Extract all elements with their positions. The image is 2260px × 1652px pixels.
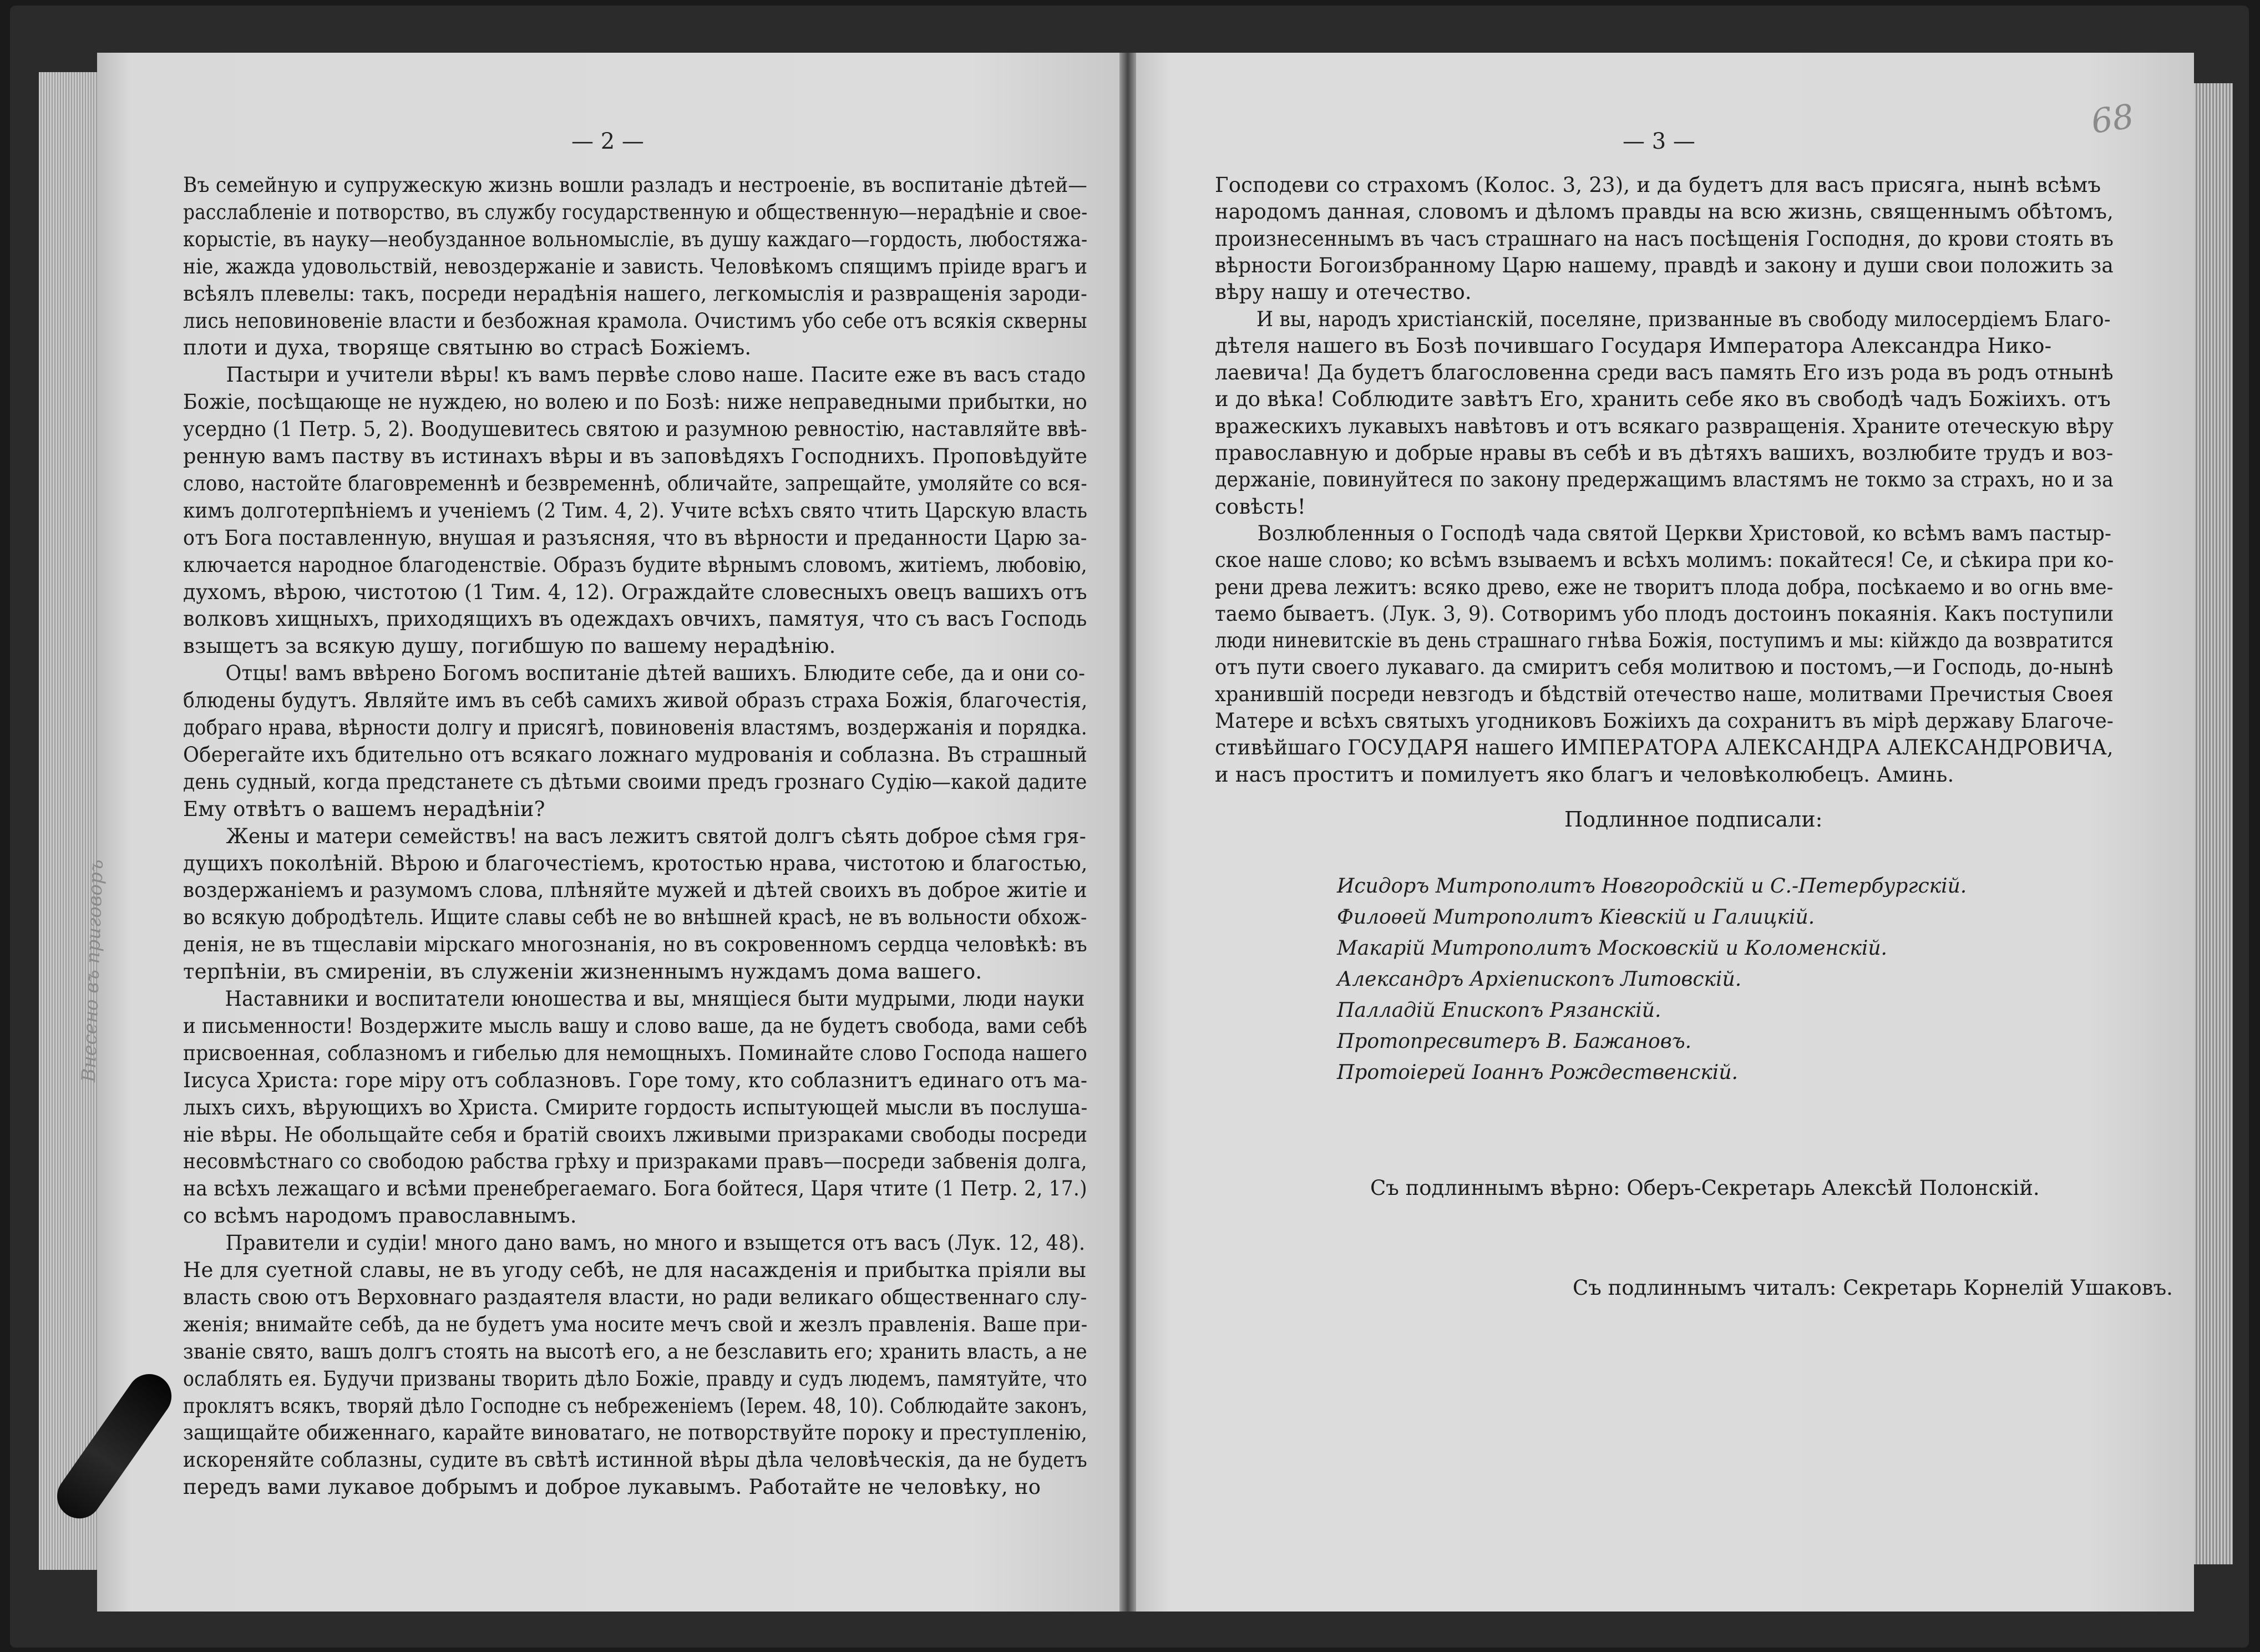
- left-page-line: блюдены будутъ. Являйте имъ въ себѣ самихъ живой образъ страха Божія, благочестія,: [183, 688, 1088, 713]
- left-page-line: усердно (1 Петр. 5, 2). Воодушевитесь святою и разумною ревностію, наставляйте ввѣ-: [183, 417, 1087, 442]
- left-page-line: передъ вами лукавое добрымъ и доброе лукавымъ. Работайте не человѣку, но: [183, 1475, 1041, 1499]
- left-page-line: ослаблять ея. Будучи призваны творить дѣло Божіе, правду и судъ людемъ, памятуйте, что: [183, 1366, 1087, 1391]
- left-page-line: кимъ долготерпѣніемъ и ученіемъ (2 Тим. 4, 2). Учите всѣхъ свято чтить Царскую власть: [183, 498, 1088, 523]
- right-page-line: И вы, народъ христіанскій, поселяне, призванные въ свободу милосердіемъ Благо-: [1256, 307, 2111, 331]
- signature-line: Протопресвитеръ В. Бажановъ.: [1337, 1030, 1692, 1053]
- left-page-line: Въ семейную и супружескую жизнь вошли разладъ и нестроеніе, въ воспитаніе дѣтей—: [183, 173, 1087, 197]
- left-page-line: Не для суетной славы, не въ угоду себѣ, не для насажденія и прибытка пріяли вы: [183, 1258, 1086, 1282]
- signature-line: Протоіерей Іоаннъ Рождественскій.: [1337, 1061, 1738, 1084]
- signature-line: Исидоръ Митрополитъ Новгородскій и С.-Петербургскій.: [1337, 875, 1967, 898]
- right-page-line: Возлюбленныя о Господѣ чада святой Церкви Христовой, ко всѣмъ вамъ пастыр-: [1257, 521, 2112, 545]
- margin-note: Внесено въ приговоръ: [78, 859, 108, 1083]
- left-page-line: слово, настойте благовременнѣ и безвременнѣ, обличайте, запрещайте, умоляйте со вся-: [183, 471, 1087, 495]
- left-page-line: взыщетъ за всякую душу, погибшую по вашему нерадѣнію.: [183, 634, 836, 658]
- left-page-line: корыстіе, въ науку—необузданное вольномысліе, въ душу каждаго—гордость, любостяжа-: [183, 227, 1088, 251]
- right-page-line: хранившій посреди невзгодъ и бѣдствій отечество наше, молитвами Пречистыя Своея: [1215, 682, 2114, 706]
- left-page-line: защищайте обиженнаго, карайте виноватаго, не потворствуйте пороку и преступленію,: [183, 1421, 1088, 1445]
- left-page-line: Іисуса Христа: горе міру отъ соблазновъ. Горе тому, кто соблазнитъ единаго отъ ма-: [183, 1068, 1088, 1092]
- left-page-line: ніе вѣры. Не обольщайте себя и братій своихъ лживыми призраками свободы посреди: [183, 1122, 1088, 1147]
- right-page-line: дѣтеля нашего въ Бозѣ почившаго Государя Императора Александра Нико-: [1215, 333, 2052, 358]
- left-page-edges: [39, 72, 97, 1570]
- left-page-line: со всѣмъ народомъ православнымъ.: [183, 1204, 577, 1228]
- right-page-line: вѣру нашу и отечество.: [1215, 280, 1472, 305]
- right-page-line: рени древа лежитъ: всяко древо, еже не творитъ плода добра, посѣкаемо и во огнь вме-: [1215, 575, 2114, 599]
- right-page-line: ское наше слово; ко всѣмъ взываемъ и всѣхъ молимъ: покайтеся! Се, и сѣкира при ко-: [1215, 548, 2114, 572]
- right-page-text: [1215, 172, 2114, 793]
- right-page-line: произнесеннымъ въ часъ страшнаго на насъ посѣщенія Господня, до крови стоять въ: [1215, 226, 2114, 251]
- certified-line: Съ подлиннымъ вѣрно: Оберъ-Секретарь Алексѣй Полонскій.: [1370, 1176, 2040, 1200]
- left-page-line: во всякую добродѣтель. Ищите славы себѣ не во внѣшней красѣ, не въ вольности обхож-: [183, 905, 1087, 930]
- left-page-line: Божіе, посѣщающе не нуждею, но волею и по Бозѣ: ниже неправедными прибытки, но: [183, 390, 1087, 414]
- right-page-line: отъ пути своего лукаваго. да смиритъ себя молитвою и постомъ,—и Господь, до-нынѣ: [1215, 655, 2114, 680]
- left-page-line: проклятъ всякъ, творяй дѣло Господне съ небреженіемъ (Іерем. 48, 10). Соблюдайте законъ,: [183, 1393, 1088, 1418]
- left-page-line: лись неповиновеніе власти и безбожная крамола. Очистимъ убо себе отъ всякія скверны: [183, 308, 1087, 333]
- right-page-line: народомъ данная, словомъ и дѣломъ правды на всю жизнь, священнымъ обѣтомъ,: [1215, 200, 2114, 224]
- signatures-heading: Подлинное подписали:: [1564, 807, 1823, 832]
- right-page-line: вѣрности Богоизбранному Царю нашему, правдѣ и закону и души свои положить за: [1215, 253, 2114, 277]
- right-page-line: и до вѣка! Соблюдите завѣтъ Его, хранить себе яко въ свободѣ чадъ Божіихъ. отъ: [1215, 387, 2111, 412]
- right-page-line: держаніе, повинуйтеся по закону предержащимъ властямъ не токмо за страхъ, но и за: [1215, 468, 2114, 492]
- left-page-line: Оберегайте ихъ бдительно отъ всякаго ложнаго мудрованія и соблазна. Въ страшный: [183, 742, 1087, 767]
- left-page-number: — 2 —: [571, 129, 644, 154]
- left-page-line: всѣялъ плевелы: такъ, посреди нерадѣнія нашего, легкомыслія и развращенія зароди-: [183, 281, 1088, 306]
- left-page-line: терпѣніи, въ смиреніи, въ служеніи жизненнымъ нуждамъ дома вашего.: [183, 960, 982, 984]
- signature-line: Филоѳей Митрополитъ Кіевскій и Галицкій.: [1337, 906, 1815, 929]
- book-gutter: [1119, 53, 1136, 1612]
- left-page-line: ніе, жажда удовольствій, невоздержаніе и зависть. Человѣкомъ спящимъ пріиде врагъ и: [183, 254, 1088, 278]
- left-page-line: ключается народное благоденствіе. Образъ будите вѣрнымъ словомъ, житіемъ, любовію,: [183, 553, 1087, 577]
- left-page-line: ренную вамъ паству въ истинахъ вѣры и въ заповѣдяхъ Господнихъ. Проповѣдуйте: [183, 444, 1088, 468]
- right-page-line: люди ниневитскіе въ день страшнаго гнѣва Божія, поступимъ и мы: кійждо да возвратится: [1215, 629, 2114, 653]
- left-page-line: присвоенная, соблазномъ и гибелью для немощныхъ. Поминайте слово Господа нашего: [183, 1041, 1088, 1065]
- left-page-line: воздержаніемъ и разумомъ слова, плѣняйте мужей и дѣтей своихъ въ доброе житіе и: [183, 878, 1087, 903]
- right-page-line: стивѣйшаго ГОСУДАРЯ нашего ИМПЕРАТОРА АЛЕКСАНДРА АЛЕКСАНДРОВИЧА,: [1215, 736, 2114, 760]
- left-page-line: отъ Бога поставленную, внушая и разъясняя, что въ вѣрности и преданности Царю за-: [183, 525, 1087, 550]
- signature-line: Александръ Архіепископъ Литовскій.: [1337, 968, 1742, 991]
- left-page-line: женія; внимайте себѣ, да не будетъ ума носите мечъ свой и жезлъ правленія. Ваше при-: [183, 1312, 1088, 1336]
- left-page-line: Наставники и воспитатели юношества и вы, мнящіеся быти мудрыми, люди науки: [225, 987, 1085, 1011]
- left-page-line: Пастыри и учители вѣры! къ вамъ первѣе слово наше. Пасите еже въ васъ стадо: [226, 363, 1086, 387]
- right-page-line: совѣсть!: [1215, 494, 1306, 519]
- left-page-line: духомъ, вѣрою, чистотою (1 Тим. 4, 12). Ограждайте словесныхъ овецъ вашихъ отъ: [183, 580, 1087, 604]
- right-page-line: таемо бываетъ. (Лук. 3, 9). Сотворимъ убо плодъ достоинъ покаянія. Какъ поступили: [1215, 601, 2114, 626]
- left-page-line: дущихъ поколѣній. Вѣрою и благочестіемъ, кротостью нрава, чистотою и благостью,: [183, 851, 1088, 875]
- left-page-line: день судный, когда предстанете съ дѣтьми своими предъ грознаго Судію—какой дадите: [183, 769, 1087, 794]
- left-page-line: искореняйте соблазны, судите въ свѣтѣ истинной вѣры дѣла человѣческія, да не будетъ: [183, 1448, 1087, 1472]
- left-page-line: Ему отвѣтъ о вашемъ нерадѣніи?: [183, 797, 545, 821]
- left-page-line: добраго нрава, вѣрности долгу и присягѣ, повиновенія властямъ, воздержанія и порядка.: [183, 716, 1087, 739]
- left-page-line: власть свою отъ Верховнаго раздаятеля власти, но ради великаго общественнаго слу-: [183, 1285, 1087, 1309]
- right-page-number: — 3 —: [1623, 129, 1695, 154]
- left-page-line: Отцы! вамъ ввѣрено Богомъ воспитаніе дѣтей вашихъ. Блюдите себе, да и они со-: [225, 661, 1086, 686]
- left-page-line: званіе свято, вашъ долгъ стоять на высотѣ его, а не безславить его; хранить власть, а не: [183, 1339, 1087, 1364]
- left-page-text: [183, 172, 1087, 1514]
- right-page-line: вражескихъ лукавыхъ навѣтовъ и отъ всякаго развращенія. Храните отеческую вѣру: [1215, 414, 2114, 438]
- right-page-line: и насъ проститъ и помилуетъ яко благъ и человѣколюбецъ. Аминь.: [1215, 762, 1954, 787]
- left-page-line: расслабленіе и потворство, въ службу государственную и общественную—нерадѣніе и свое-: [183, 200, 1088, 224]
- left-page-line: денія, не въ тщеславіи мірскаго многознанія, но въ сокровенномъ сердца человѣкѣ: въ: [183, 933, 1087, 957]
- right-page-line: православную и добрые нравы въ себѣ и въ дѣтяхъ вашихъ, возлюбите трудъ и воз-: [1215, 441, 2114, 465]
- left-page-line: на всѣхъ лежащаго и всѣми пренебрегаемаго. Бога бойтеся, Царя чтите (1 Петр. 2, 17.): [183, 1177, 1087, 1201]
- left-page-line: волковъ хищныхъ, приходящихъ въ одеждахъ овчихъ, памятуя, что съ васъ Господь: [183, 607, 1087, 631]
- left-page-line: Жены и матери семействъ! на васъ лежитъ святой долгъ сѣять доброе сѣмя гря-: [226, 824, 1086, 848]
- signature-line: Макарій Митрополитъ Московскій и Коломенскій.: [1337, 937, 1887, 960]
- signatures-list: [1337, 871, 2114, 1104]
- right-page-edges: [2194, 83, 2233, 1564]
- signature-line: Палладій Епископъ Рязанскій.: [1337, 999, 1661, 1022]
- read-line: Съ подлиннымъ читалъ: Секретарь Корнелій Ушаковъ.: [1573, 1276, 2173, 1300]
- right-page-line: Господеви со страхомъ (Колос. 3, 23), и да будетъ для васъ присяга, нынѣ всѣмъ: [1215, 173, 2101, 197]
- left-page-line: Правители и судіи! много дано вамъ, но много и взыщется отъ васъ (Лук. 12, 48).: [225, 1231, 1086, 1255]
- right-page-line: лаевича! Да будетъ благословенна среди васъ память Его изъ рода въ родъ отнынѣ: [1215, 361, 2114, 385]
- left-page-line: и письменности! Воздержите мысль вашу и слово ваше, да не будетъ свобода, вами себѣ: [183, 1014, 1087, 1038]
- left-page-line: плоти и духа, творяще святыню во страсѣ Божіемъ.: [183, 336, 752, 360]
- left-page-line: лыхъ сихъ, вѣрующихъ во Христа. Смирите гордость испытующей мысли въ послуша-: [183, 1095, 1088, 1119]
- folio-mark: 68: [2089, 97, 2136, 141]
- left-page-line: несовмѣстнаго со свободою рабства грѣху и призраками правъ—посреди забвенія долга,: [183, 1149, 1087, 1174]
- right-page-line: Матере и всѣхъ святыхъ угодниковъ Божіихъ да сохранитъ въ мірѣ державу Благоче-: [1215, 709, 2114, 733]
